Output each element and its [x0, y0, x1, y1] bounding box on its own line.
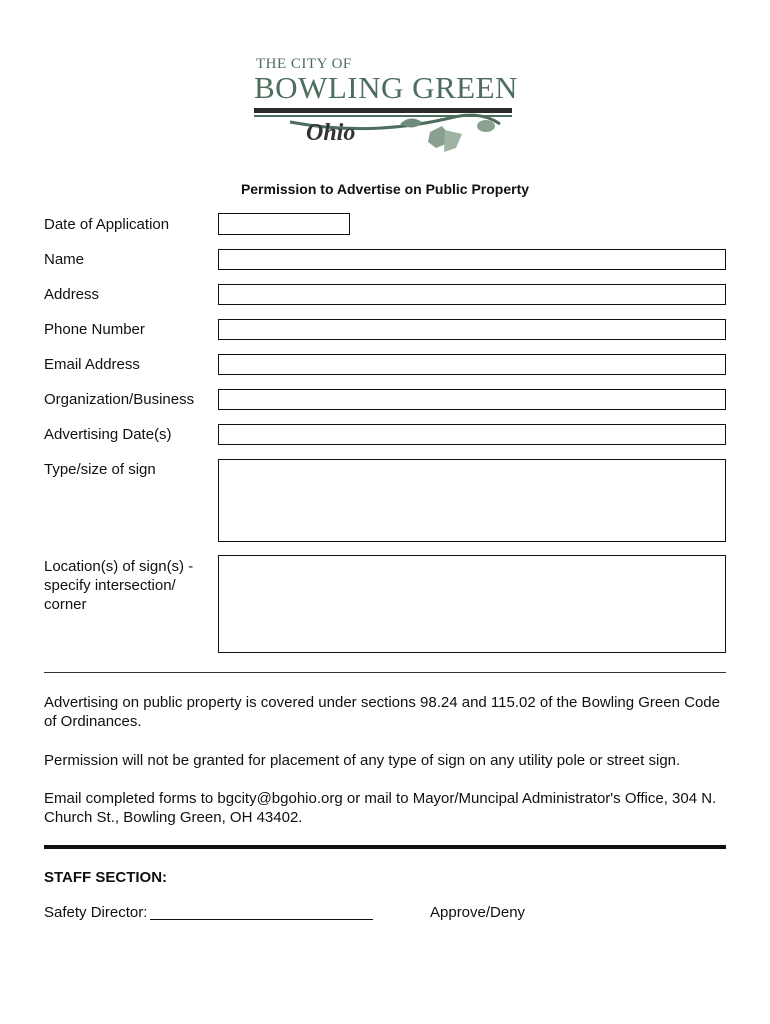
label-phone-number: Phone Number: [44, 321, 145, 338]
info-ordinance-text: Advertising on public property is covered under sections 98.24 and 115.02 of the Bowling Green Code of Ordinances.: [44, 694, 720, 730]
label-address: Address: [44, 286, 100, 303]
label-locations-of-signs: Location(s) of sign(s) - specify intersection/ corner: [44, 558, 194, 613]
info-permission-text: Permission will not be granted for placement of any type of sign on any utility pole or street sign.: [44, 752, 681, 769]
safety-director-signature-line[interactable]: [150, 919, 373, 920]
date-of-application-input[interactable]: [218, 213, 350, 235]
type-size-of-sign-textarea[interactable]: [218, 459, 726, 542]
email-address-input[interactable]: [218, 354, 726, 375]
safety-director-label: Safety Director:: [44, 904, 148, 921]
city-logo: [250, 52, 530, 162]
advertising-dates-input[interactable]: [218, 424, 726, 445]
locations-of-signs-textarea[interactable]: [218, 555, 726, 653]
label-advertising-dates: Advertising Date(s): [44, 426, 172, 443]
divider-thick: [44, 845, 726, 849]
form-title: Permission to Advertise on Public Property: [240, 181, 530, 197]
staff-section-heading: STAFF SECTION:: [44, 869, 168, 886]
divider-thin: [44, 672, 726, 673]
approve-deny-label: Approve/Deny: [430, 904, 526, 921]
name-input[interactable]: [218, 249, 726, 270]
label-organization-business: Organization/Business: [44, 391, 195, 408]
label-date-of-application: Date of Application: [44, 216, 170, 233]
organization-business-input[interactable]: [218, 389, 726, 410]
logo-line1: THE CITY OF: [256, 56, 352, 72]
logo-line3: Ohio: [306, 120, 356, 146]
logo-line2: BOWLING GREEN: [254, 70, 518, 105]
label-email-address: Email Address: [44, 356, 140, 373]
info-submission-text: Email completed forms to bgcity@bgohio.org or mail to Mayor/Muncipal Administrator's Office, 304 N. Church St., Bowling Green, OH 43402.: [44, 790, 717, 826]
phone-number-input[interactable]: [218, 319, 726, 340]
address-input[interactable]: [218, 284, 726, 305]
label-name: Name: [44, 251, 85, 268]
label-type-size-of-sign: Type/size of sign: [44, 461, 156, 478]
